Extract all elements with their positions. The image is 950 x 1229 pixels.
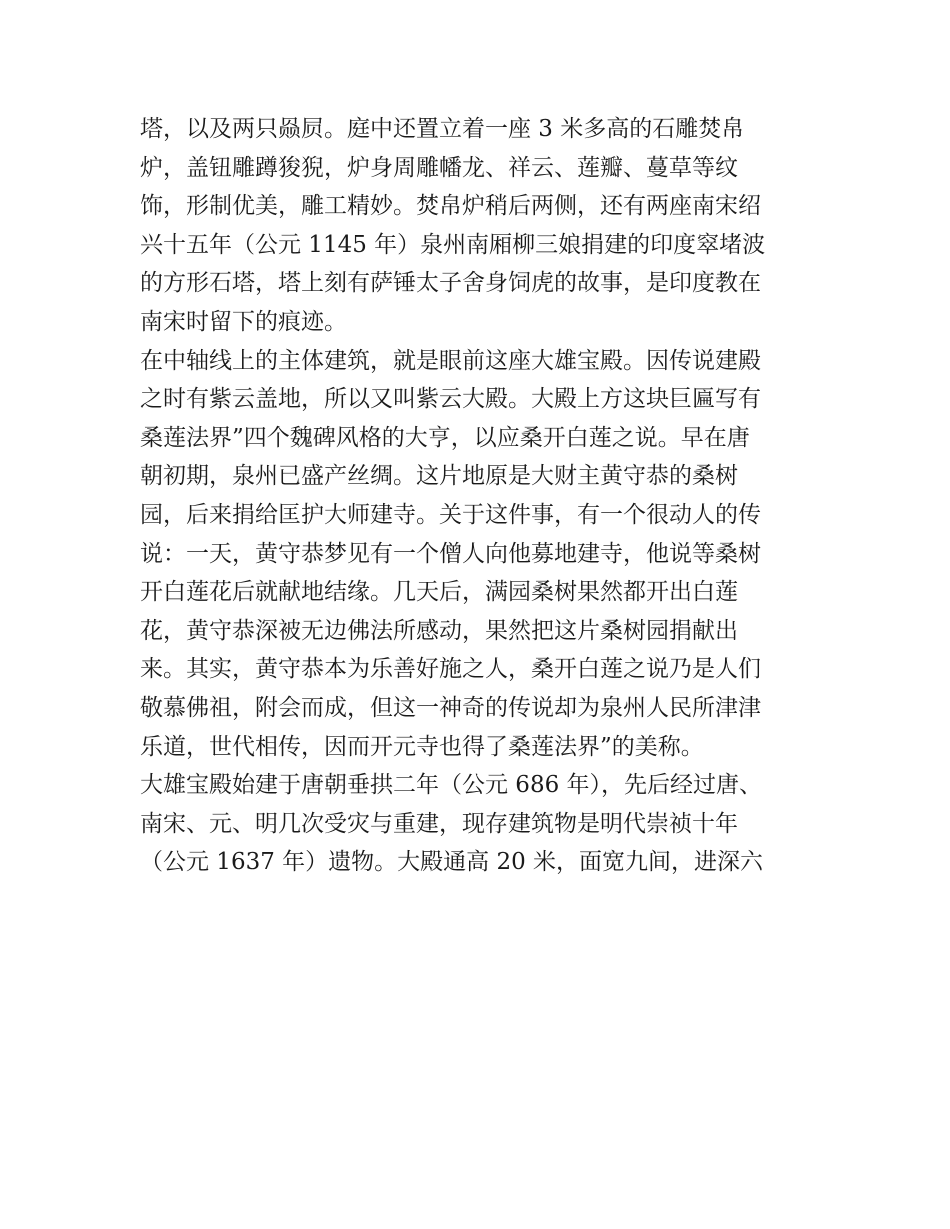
text-line: 园，后来捐给匡护大师建寺。关于这件事，有一个很动人的传 bbox=[140, 501, 761, 528]
text-line: 说：一天，黄守恭梦见有一个僧人向他募地建寺，他说等桑树 bbox=[140, 540, 761, 567]
text-line: 朝初期，泉州已盛产丝绸。这片地原是大财主黄守恭的桑树 bbox=[140, 463, 738, 490]
text-line: 来。其实，黄守恭本为乐善好施之人，桑开白莲之说乃是人们 bbox=[140, 656, 761, 683]
text-line: 开白莲花后就献地结缘。几天后，满园桑树果然都开出白莲 bbox=[140, 579, 738, 606]
text-line: （公元 1637 年）遗物。大殿通高 20 米，面宽九间，进深六 bbox=[140, 849, 764, 876]
text-line: 乐道，世代相传，因而开元寺也得了桑莲法界”的美称。 bbox=[140, 733, 704, 760]
text-line: 的方形石塔，塔上刻有萨锤太子舍身饲虎的故事，是印度教在 bbox=[140, 270, 761, 297]
text-line: 花，黄守恭深被无边佛法所感动，果然把这片桑树园捐献出 bbox=[140, 617, 738, 644]
text-line: 南宋时留下的痕迹。 bbox=[140, 308, 347, 335]
text-line: 饰，形制优美，雕工精妙。焚帛炉稍后两侧，还有两座南宋绍 bbox=[140, 193, 761, 220]
text-line: 之时有紫云盖地，所以又叫紫云大殿。大殿上方这块巨匾写有 bbox=[140, 386, 761, 413]
text-line: 敬慕佛祖，附会而成，但这一神奇的传说却为泉州人民所津津 bbox=[140, 694, 761, 721]
text-line: 兴十五年（公元 1145 年）泉州南厢柳三娘捐建的印度窣堵波 bbox=[140, 231, 766, 258]
text-line: 桑莲法界”四个魏碑风格的大亨，以应桑开白莲之说。早在唐 bbox=[140, 424, 750, 451]
body-text bbox=[140, 110, 820, 882]
text-line: 南宋、元、明几次受灾与重建，现存建筑物是明代崇祯十年 bbox=[140, 810, 738, 837]
text-line: 炉，盖钮雕蹲狻猊，炉身周雕幡龙、祥云、莲瓣、蔓草等纹 bbox=[140, 154, 738, 181]
text-line: 大雄宝殿始建于唐朝垂拱二年（公元 686 年），先后经过唐、 bbox=[140, 772, 763, 799]
text-line: 塔，以及两只赑屃。庭中还置立着一座 3 米多高的石雕焚帛 bbox=[140, 116, 745, 142]
text-line: 在中轴线上的主体建筑，就是眼前这座大雄宝殿。因传说建殿 bbox=[140, 347, 761, 374]
